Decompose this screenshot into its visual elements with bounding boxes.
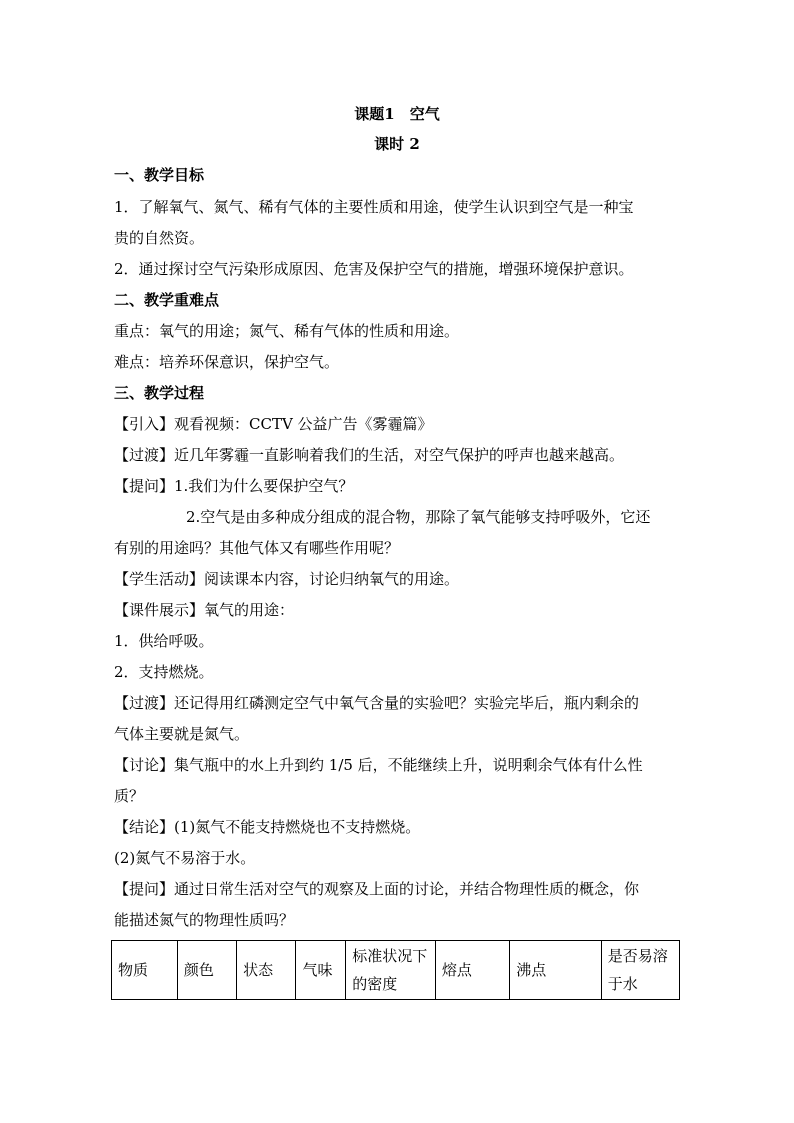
paragraph-line: 2．支持燃烧。	[114, 663, 214, 681]
paragraph-line: 有别的用途吗？其他气体又有哪些作用呢？	[114, 539, 400, 557]
section-heading-objectives: 一、教学目标	[114, 166, 205, 184]
table-header-cell: 状态	[237, 941, 296, 1000]
table-header-cell: 标准状况下的密度	[346, 941, 436, 1000]
paragraph-line: 【讨论】集气瓶中的水上升到约 1/5 后，不能继续上升，说明剩余气体有什么性	[114, 756, 643, 774]
paragraph-line: 2．通过探讨空气污染形成原因、危害及保护空气的措施，增强环境保护意识。	[114, 260, 634, 278]
section-heading-key-points: 二、教学重难点	[114, 291, 220, 309]
paragraph-line: 气体主要就是氮气。	[114, 725, 250, 743]
nitrogen-properties-table	[111, 940, 680, 1000]
table-header-cell: 物质	[112, 941, 178, 1000]
lesson-subtitle: 课时 2	[374, 135, 420, 153]
paragraph-line: 【引入】观看视频：CCTV 公益广告《雾霾篇》	[114, 415, 433, 433]
paragraph-line: 【过渡】近几年雾霾一直影响着我们的生活，对空气保护的呼声也越来越高。	[114, 446, 625, 464]
table-header-cell: 颜色	[177, 941, 236, 1000]
paragraph-line: 能描述氮气的物理性质吗？	[114, 911, 295, 929]
table-header-cell: 沸点	[510, 941, 601, 1000]
table-header-cell: 气味	[296, 941, 346, 1000]
table-header-cell: 熔点	[435, 941, 509, 1000]
paragraph-line: 贵的自然资。	[114, 229, 205, 247]
paragraph-line: 【过渡】还记得用红磷测定空气中氧气含量的实验吧？实验完毕后，瓶内剩余的	[114, 694, 640, 712]
paragraph-line: 难点：培养环保意识，保护空气。	[114, 353, 340, 371]
paragraph-line: 1．供给呼吸。	[114, 632, 214, 650]
lesson-title: 课题1 空气	[354, 105, 440, 123]
paragraph-line: 【课件展示】氧气的用途：	[114, 601, 295, 619]
paragraph-line: 重点：氧气的用途；氮气、稀有气体的性质和用途。	[114, 322, 460, 340]
paragraph-line: 1．了解氧气、氮气、稀有气体的主要性质和用途，使学生认识到空气是一种宝	[114, 198, 634, 216]
paragraph-line: 【提问】通过日常生活对空气的观察及上面的讨论，并结合物理性质的概念，你	[114, 880, 640, 898]
table-header-cell: 是否易溶于水	[601, 941, 679, 1000]
table-header-row	[112, 941, 680, 1000]
paragraph-line: 质？	[114, 787, 145, 805]
paragraph-line: 2.空气是由多种成分组成的混合物，那除了氧气能够支持呼吸外，它还	[186, 508, 651, 526]
section-heading-process: 三、教学过程	[114, 384, 205, 402]
paragraph-line: 【结论】(1)氮气不能支持燃烧也不支持燃烧。	[114, 818, 421, 836]
paragraph-line: 【学生活动】阅读课本内容，讨论归纳氧气的用途。	[114, 570, 460, 588]
paragraph-line: 【提问】1.我们为什么要保护空气？	[114, 477, 354, 495]
paragraph-line: (2)氮气不易溶于水。	[114, 849, 256, 867]
